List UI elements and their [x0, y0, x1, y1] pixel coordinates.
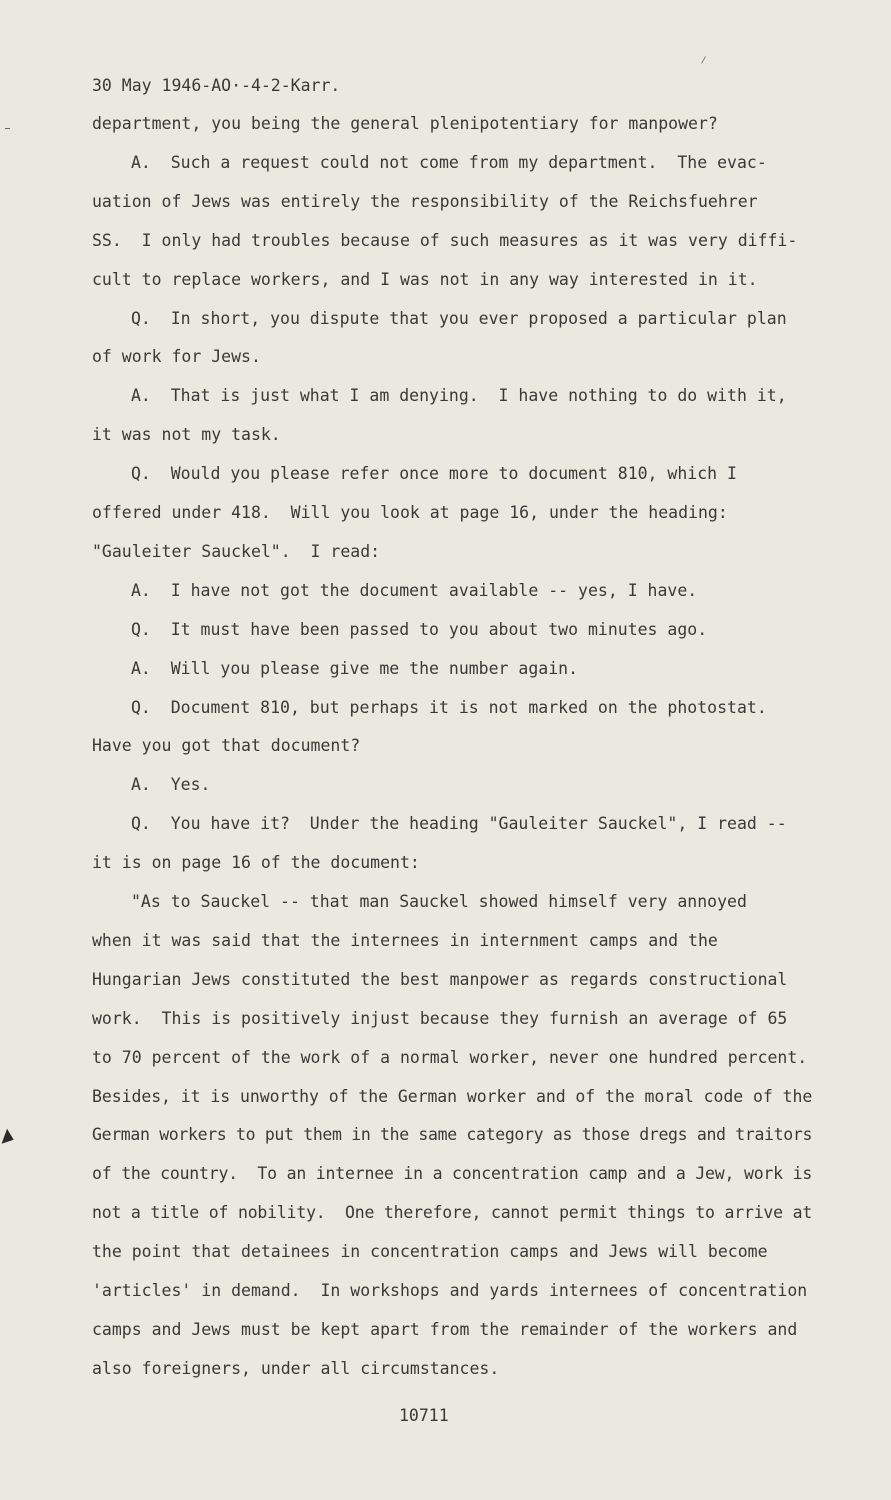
transcript-line: SS. I only had troubles because of such measures as it was very diffi- [92, 231, 798, 250]
transcript-line: it was not my task. [92, 425, 281, 444]
transcript-line: of work for Jews. [92, 347, 261, 366]
margin-tick-mark [5, 128, 10, 129]
transcript-line: "Gauleiter Sauckel". I read: [92, 542, 381, 561]
transcript-line: A. I have not got the document available -- yes, I have. [131, 581, 698, 600]
transcript-line: "As to Sauckel -- that man Sauckel showed himself very annoyed [131, 892, 747, 911]
transcript-line: Q. Document 810, but perhaps it is not marked on the photostat. [131, 698, 767, 717]
transcript-line: 'articles' in demand. In workshops and yards internees of concentration [92, 1281, 808, 1300]
transcript-line: A. Yes. [131, 775, 211, 794]
transcript-line: A. That is just what I am denying. I have nothing to do with it, [131, 386, 787, 405]
transcript-line: not a title of nobility. One therefore, cannot permit things to arrive at [92, 1203, 813, 1222]
transcript-line: Q. In short, you dispute that you ever proposed a particular plan [131, 309, 787, 328]
page-number: 10711 [399, 1406, 449, 1425]
transcript-line: cult to replace workers, and I was not in any way interested in it. [92, 270, 758, 289]
transcript-line: also foreigners, under all circumstances. [92, 1359, 500, 1378]
transcript-line: Q. Would you please refer once more to document 810, which I [131, 464, 737, 483]
transcript-line: Have you got that document? [92, 736, 361, 755]
document-header: 30 May 1946-AO·-4-2-Karr. [92, 76, 341, 95]
transcript-line: department, you being the general plenipotentiary for manpower? [92, 114, 718, 133]
transcript-line: German workers to put them in the same category as those dregs and traitors [92, 1125, 813, 1144]
transcript-line: Besides, it is unworthy of the German worker and of the moral code of the [92, 1087, 813, 1106]
transcript-line: when it was said that the internees in internment camps and the [92, 931, 718, 950]
transcript-line: of the country. To an internee in a concentration camp and a Jew, work is [92, 1164, 813, 1183]
transcript-line: to 70 percent of the work of a normal worker, never one hundred percent. [92, 1048, 808, 1067]
transcript-line: A. Such a request could not come from my department. The evac- [131, 153, 767, 172]
transcript-line: it is on page 16 of the document: [92, 853, 420, 872]
transcript-line: the point that detainees in concentration camps and Jews will become [92, 1242, 768, 1261]
binding-punch-mark [2, 1129, 17, 1147]
transcript-line: work. This is positively injust because they furnish an average of 65 [92, 1009, 788, 1028]
transcript-line: offered under 418. Will you look at page 16, under the heading: [92, 503, 728, 522]
transcript-line: uation of Jews was entirely the responsibility of the Reichsfuehrer [92, 192, 758, 211]
stray-pencil-mark [701, 56, 706, 63]
transcript-line: Q. It must have been passed to you about two minutes ago. [131, 620, 708, 639]
transcript-line: Q. You have it? Under the heading "Gauleiter Sauckel", I read -- [131, 814, 787, 833]
transcript-line: camps and Jews must be kept apart from the remainder of the workers and [92, 1320, 798, 1339]
transcript-line: Hungarian Jews constituted the best manpower as regards constructional [92, 970, 788, 989]
transcript-line: A. Will you please give me the number again. [131, 659, 579, 678]
